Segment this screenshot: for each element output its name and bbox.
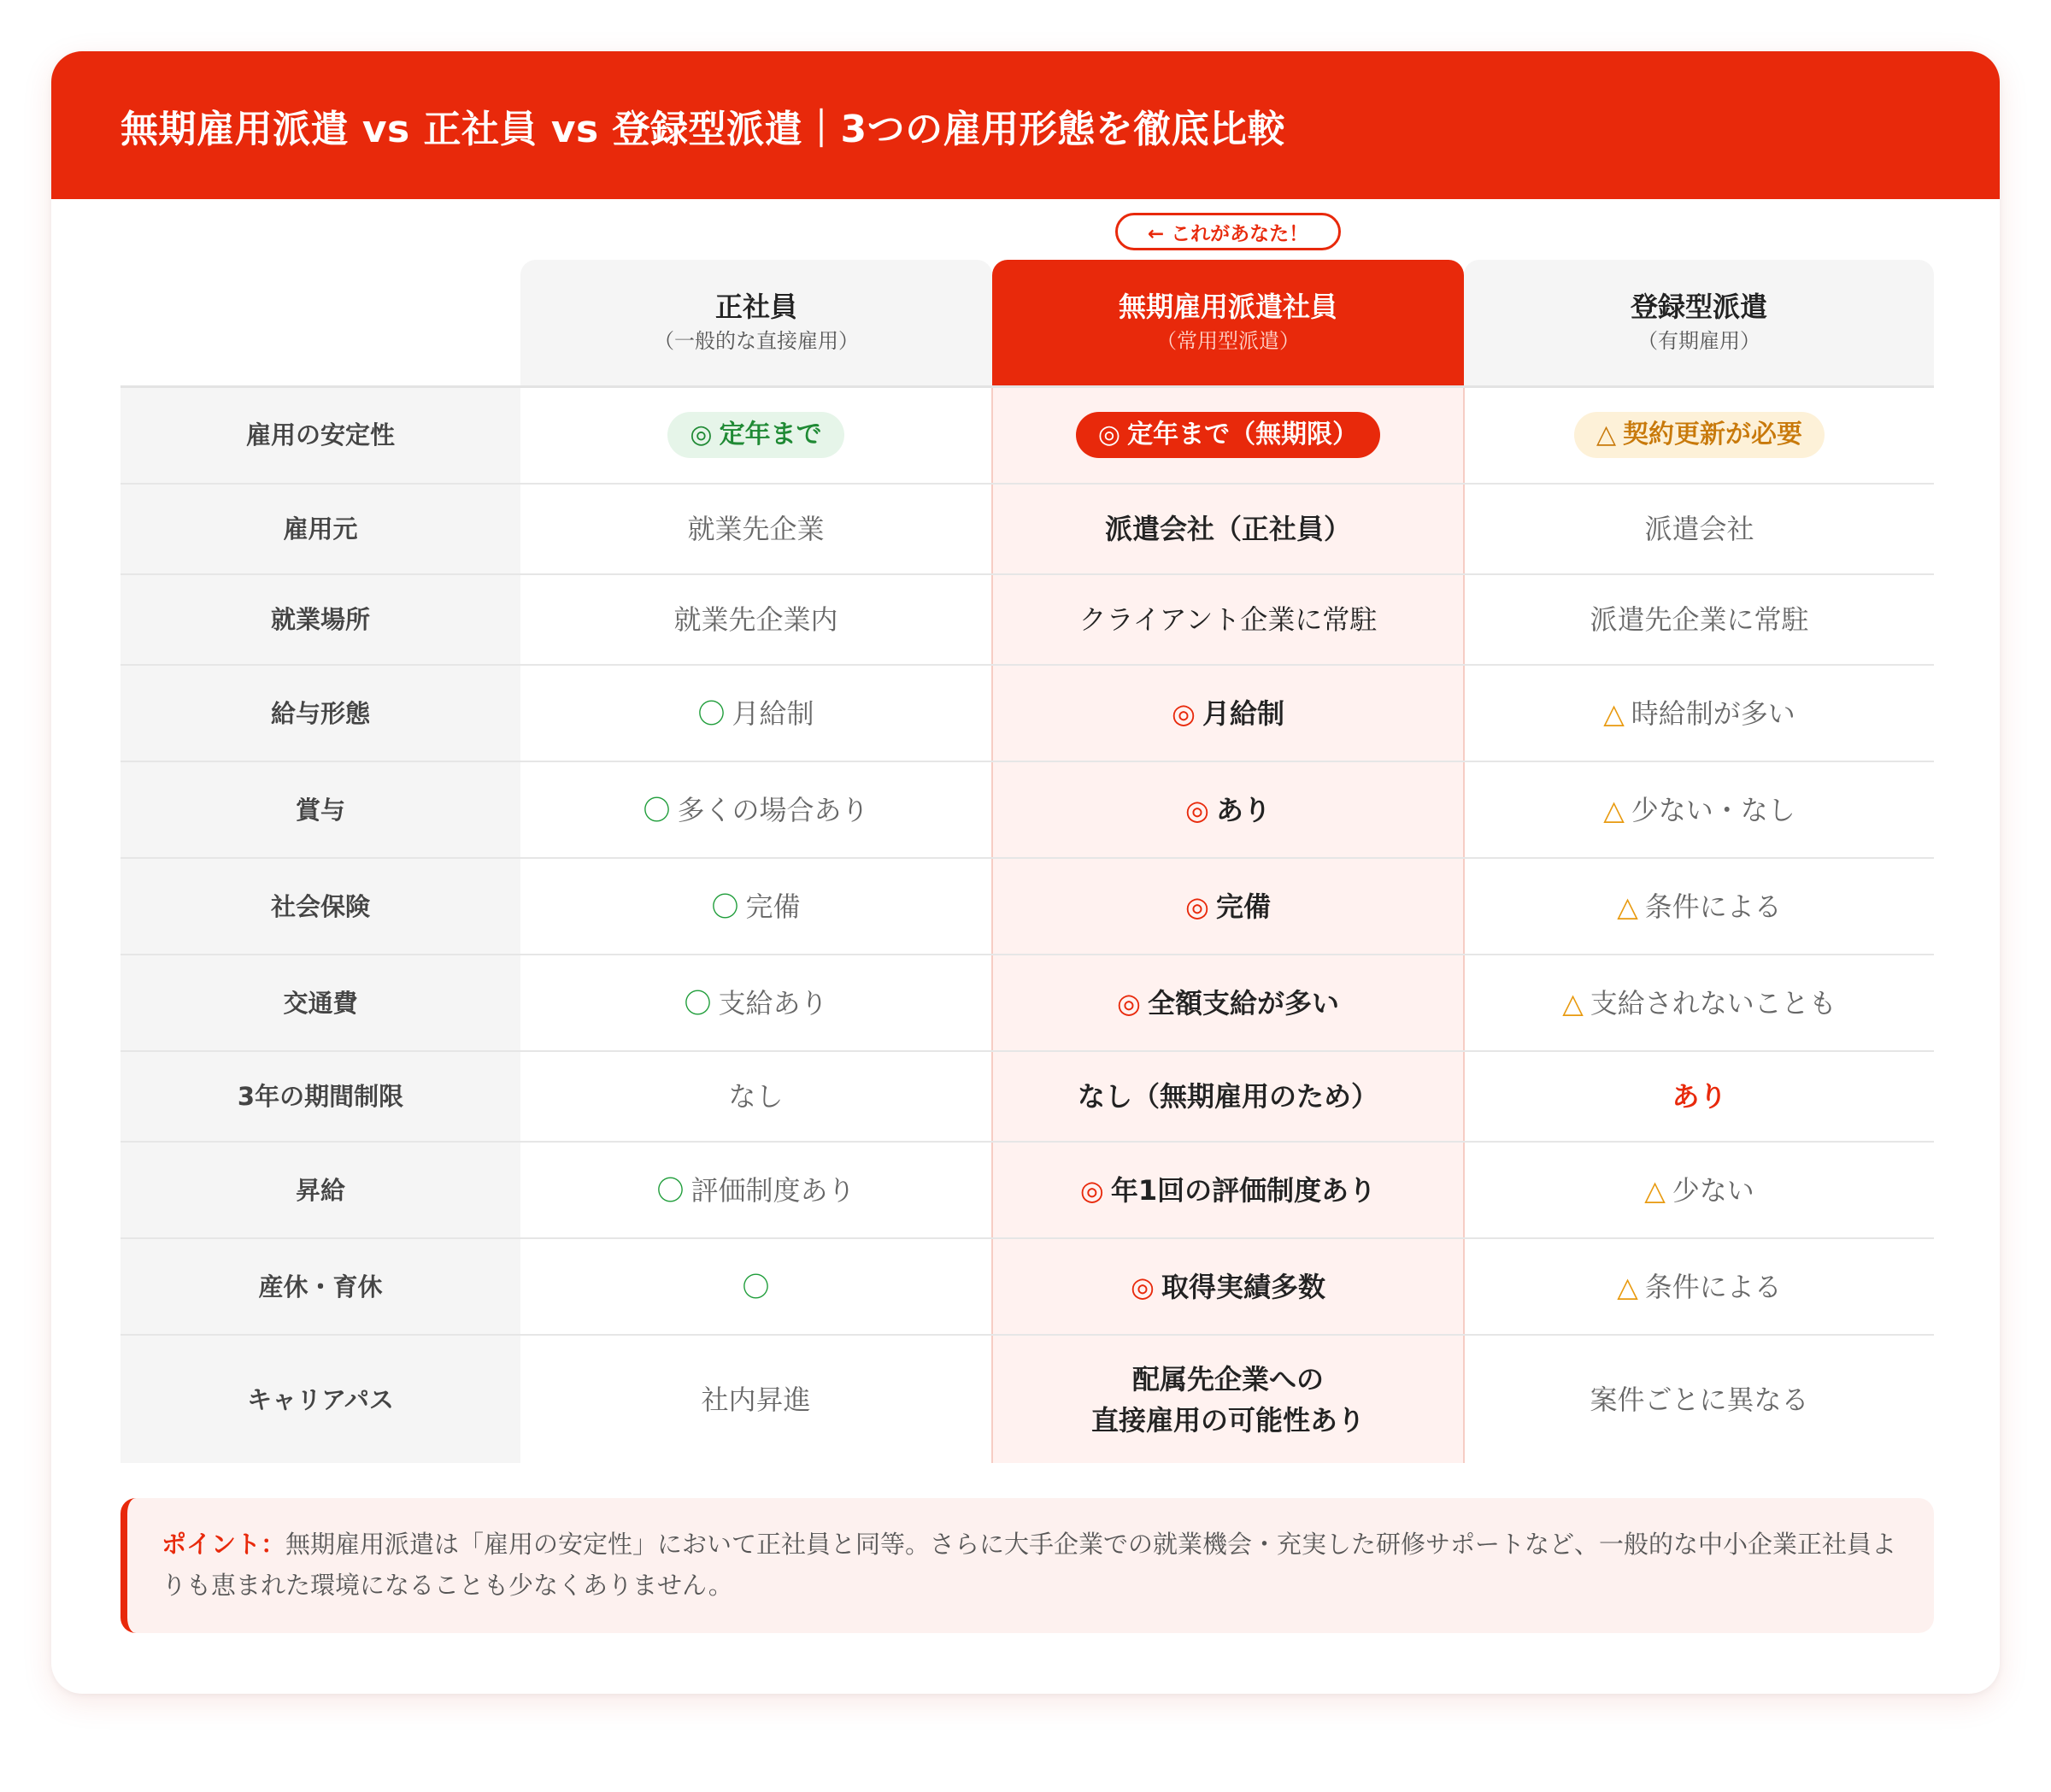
double-circle-icon: ◎ [1185,793,1209,826]
table-cell-highlight [992,858,1464,955]
table-row [120,761,1934,858]
table-cell [520,386,992,484]
this-is-you-badge: ← これがあなた！ [1115,213,1341,250]
cell-text: 少ない [1672,1173,1754,1207]
cell-text: 取得実績多数 [1161,1270,1325,1303]
table-cell [520,1238,992,1335]
double-circle-icon: ◎ [1185,890,1209,923]
header-blank-cell [120,260,520,386]
table-row [120,858,1934,955]
cell-text: 多くの場合あり [677,793,869,826]
table-cell: あり [1464,1051,1934,1142]
cell-text: 契約更新が必要 [1623,420,1803,450]
column-name: 登録型派遣 [1630,291,1767,324]
table-header-row [120,260,1934,386]
triangle-icon: △ [1644,1173,1666,1207]
row-label: 昇給 [120,1142,520,1238]
row-label: 産休・育休 [120,1238,520,1335]
row-label: 雇用元 [120,484,520,574]
double-circle-icon: ◎ [690,420,713,450]
table-cell [520,858,992,955]
triangle-icon: △ [1617,1270,1638,1303]
row-label: 社会保険 [120,858,520,955]
triangle-icon: △ [1617,890,1638,923]
cell-text: 月給制 [732,696,814,730]
triangle-icon: △ [1603,793,1625,826]
table-cell-highlight: クライアント企業に常駐 [992,574,1464,665]
table-cell-highlight [992,955,1464,1051]
column-name: 無期雇用派遣社員 [1118,291,1337,324]
circle-icon: 〇 [742,1270,770,1303]
column-header-seishain [520,260,992,386]
page-title: 無期雇用派遣 vs 正社員 vs 登録型派遣｜3つの雇用形態を徹底比較 [120,107,1286,151]
table-cell: 派遣先企業に常駐 [1464,574,1934,665]
table-row [120,386,1934,484]
table-cell-highlight [992,665,1464,761]
row-label: 交通費 [120,955,520,1051]
table-cell-highlight [992,1238,1464,1335]
cell-text: 支給されないことも [1590,986,1836,1019]
triangle-icon: △ [1596,420,1617,450]
row-label: 就業場所 [120,574,520,665]
table-row [120,484,1934,574]
cell-text: 支給あり [718,986,828,1019]
triangle-icon: △ [1562,986,1584,1019]
table-cell: なし [520,1051,992,1142]
table-row [120,1238,1934,1335]
double-circle-icon: ◎ [1097,420,1121,450]
table-cell [1464,386,1934,484]
comparison-table [120,260,1934,1463]
table-cell: 社内昇進 [701,1383,811,1416]
cell-text-line: 配属先企業への [1131,1362,1324,1395]
table-cell-highlight [992,761,1464,858]
table-cell [1464,761,1934,858]
status-pill-best [1076,412,1380,458]
table-cell: 就業先企業内 [520,574,992,665]
double-circle-icon: ◎ [1117,986,1141,1019]
column-subtitle: （常用型派遣） [1156,329,1300,354]
circle-icon: 〇 [643,793,671,826]
table-cell-highlight: 派遣会社（正社員） [992,484,1464,574]
double-circle-icon: ◎ [1079,1173,1104,1207]
row-label: キャリアパス [120,1335,520,1463]
cell-text: あり [1215,793,1271,826]
column-subtitle: （有期雇用） [1637,329,1760,354]
table-cell [520,1142,992,1238]
table-row [120,955,1934,1051]
row-label: 給与形態 [120,665,520,761]
row-label: 雇用の安定性 [120,386,520,484]
triangle-icon: △ [1603,696,1625,730]
table-cell [1464,858,1934,955]
table-cell [1464,1142,1934,1238]
table-row [120,665,1934,761]
table-cell [1464,665,1934,761]
circle-icon: 〇 [684,986,712,1019]
card-header [51,51,2000,199]
row-label: 賞与 [120,761,520,858]
table-cell-highlight [992,1142,1464,1238]
double-circle-icon: ◎ [1172,696,1196,730]
status-pill-good [667,412,843,458]
table-row [120,1335,1934,1463]
table-cell: 案件ごとに異なる [1590,1383,1809,1416]
table-cell [1464,1238,1934,1335]
cell-text-line: 直接雇用の可能性あり [1090,1403,1365,1437]
point-note [120,1498,1934,1633]
row-label: 3年の期間制限 [120,1051,520,1142]
circle-icon: 〇 [711,890,739,923]
cell-text: 条件による [1644,890,1782,923]
table-row [120,1142,1934,1238]
column-subtitle: （一般的な直接雇用） [654,329,859,354]
table-cell-highlight [992,1335,1464,1463]
circle-icon: 〇 [697,696,726,730]
cell-text: 月給制 [1202,696,1284,730]
table-cell-highlight: なし（無期雇用のため） [992,1051,1464,1142]
cell-text: 全額支給が多い [1147,986,1339,1019]
cell-text: 完備 [745,890,801,923]
table-cell: 派遣会社 [1464,484,1934,574]
cell-text: 完備 [1215,890,1271,923]
table-cell [520,955,992,1051]
cell-text: 条件による [1644,1270,1782,1303]
table-cell [520,665,992,761]
note-text: 無期雇用派遣は「雇用の安定性」において正社員と同等。さらに大手企業での就業機会・充実した研修サポートなど、一般的な中小企業正社員よりも恵まれた環境になることも少なくありません。 [162,1530,1897,1600]
column-name: 正社員 [714,291,797,324]
column-header-muki-haken [992,260,1464,386]
table-row [120,574,1934,665]
table-cell: 就業先企業 [520,484,992,574]
cell-text: 定年まで（無期限） [1127,420,1359,450]
table-cell-highlight [992,386,1464,484]
cell-text: 年1回の評価制度あり [1110,1173,1377,1207]
cell-text: 評価制度あり [691,1173,855,1207]
table-cell [1464,955,1934,1051]
table-cell [520,761,992,858]
cell-text: 少ない・なし [1631,793,1795,826]
status-pill-warn [1574,412,1825,458]
double-circle-icon: ◎ [1131,1270,1155,1303]
table-row [120,1051,1934,1142]
note-label: ポイント： [162,1530,286,1559]
column-header-touroku-haken [1464,260,1934,386]
cell-text: 時給制が多い [1631,696,1795,730]
circle-icon: 〇 [656,1173,685,1207]
cell-text: 定年まで [719,420,822,450]
